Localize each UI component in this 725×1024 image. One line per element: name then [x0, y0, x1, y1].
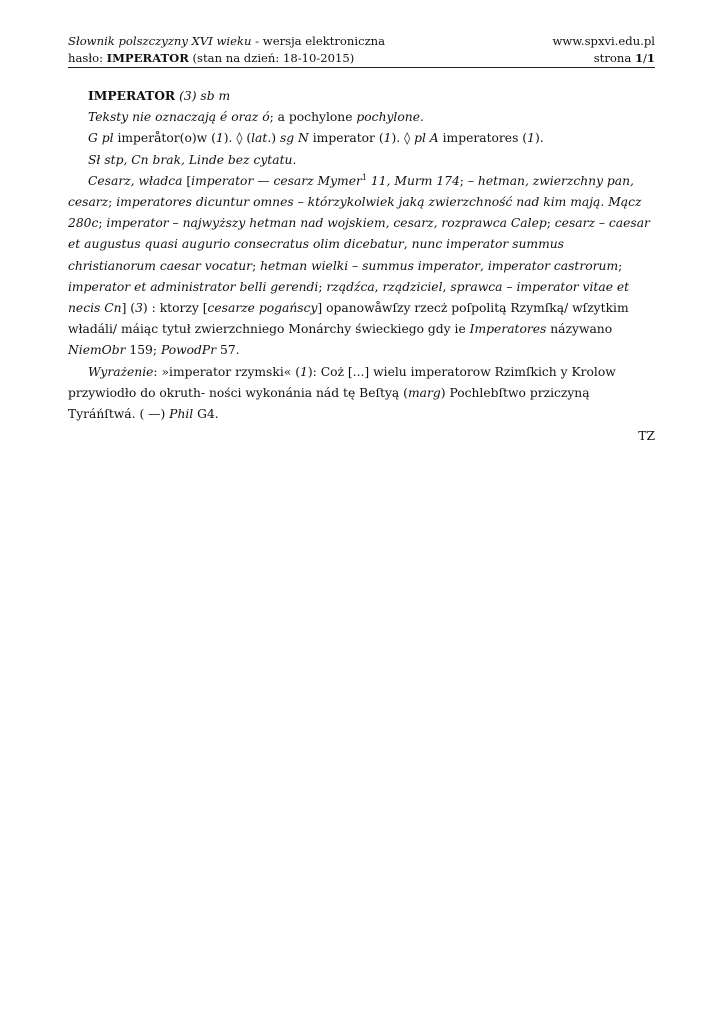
headword-line [68, 85, 655, 107]
expression-paragraph: Wyrażenie: »imperator rzymski« (1): Coż [...] wielu imperatorow Rzimſkich y Krolow przywiodło do okruth- ności wykonánia nád tę Beſtyą (marg) Pochlebſtwo prziczyną Tyráńſtwá. ( —) Phil G4. [68, 364, 616, 422]
spelling-note: Teksty nie oznaczają é oraz ó; a pochylone pochylone. [88, 110, 424, 125]
dictionary-entry [68, 85, 655, 447]
meaning-paragraph: Cesarz, władca [imperator — cesarz Mymer$^1$ 11, Murm 174; – hetman, zwierzchny pan, cesarz; imperatores dicuntur omnes – którzykolwiek jaką zwierzchność nad kim mają. Mącz 280c; imperator – najwyższy hetman nad wojskiem, cesarz, rozprawca Calep; cesarz – caesar et augustus quasi augurio consecratus olim dicebatur, nunc imperator summus christianorum caesar vocatur; hetman wielki – summus imperator, imperator castrorum; imperator et administrator belli gerendi; rządźca, rządziciel, sprawca – imperator vitae et necis Cn] (3) : ktorzy [cesarze pogańscy] opanowåwſzy rzecż poſpolitą Rzymſką/ wſzytkim władáli/ máiąc tytuł zwierzchniego Monárchy świeckiego gdy ie Imperatores názywano NiemObr 159; PowodPr 57. [68, 172, 650, 358]
page-header [68, 33, 655, 67]
version-label: wersja elektroniczna [262, 34, 386, 48]
header-left-bottom [68, 50, 354, 67]
part-of-speech: sb m [200, 89, 231, 103]
headword: IMPERATOR [88, 88, 176, 103]
page-label: strona [593, 51, 632, 65]
site-url[interactable]: www.spxvi.edu.pl [552, 34, 655, 48]
header-left-top: Słownik polszczyzny XVI wieku - wersja elektroniczna [68, 34, 386, 48]
page-current: 1 [634, 51, 644, 65]
entry-label: hasło: [68, 51, 103, 65]
inflection-forms: G pl imperåtor(o)w (1). ◊ (lat.) sg N imperator (1). ◊ pl A imperatores (1). [88, 131, 544, 146]
frequency: (3) [179, 89, 197, 103]
header-divider [68, 67, 655, 68]
sources-note: Sł stp, Cn brak, Linde bez cytatu. [88, 152, 297, 167]
dictionary-title: Słownik polszczyzny XVI wieku [68, 34, 252, 48]
header-row-top [68, 33, 655, 50]
author-initials: TZ [638, 429, 655, 444]
page-total: 1 [646, 51, 655, 65]
entry-word: IMPERATOR [106, 51, 189, 65]
page-indicator: strona 1/1 [593, 51, 655, 65]
header-row-bottom [68, 50, 655, 67]
status-date: (stan na dzień: 18-10-2015) [192, 51, 355, 65]
